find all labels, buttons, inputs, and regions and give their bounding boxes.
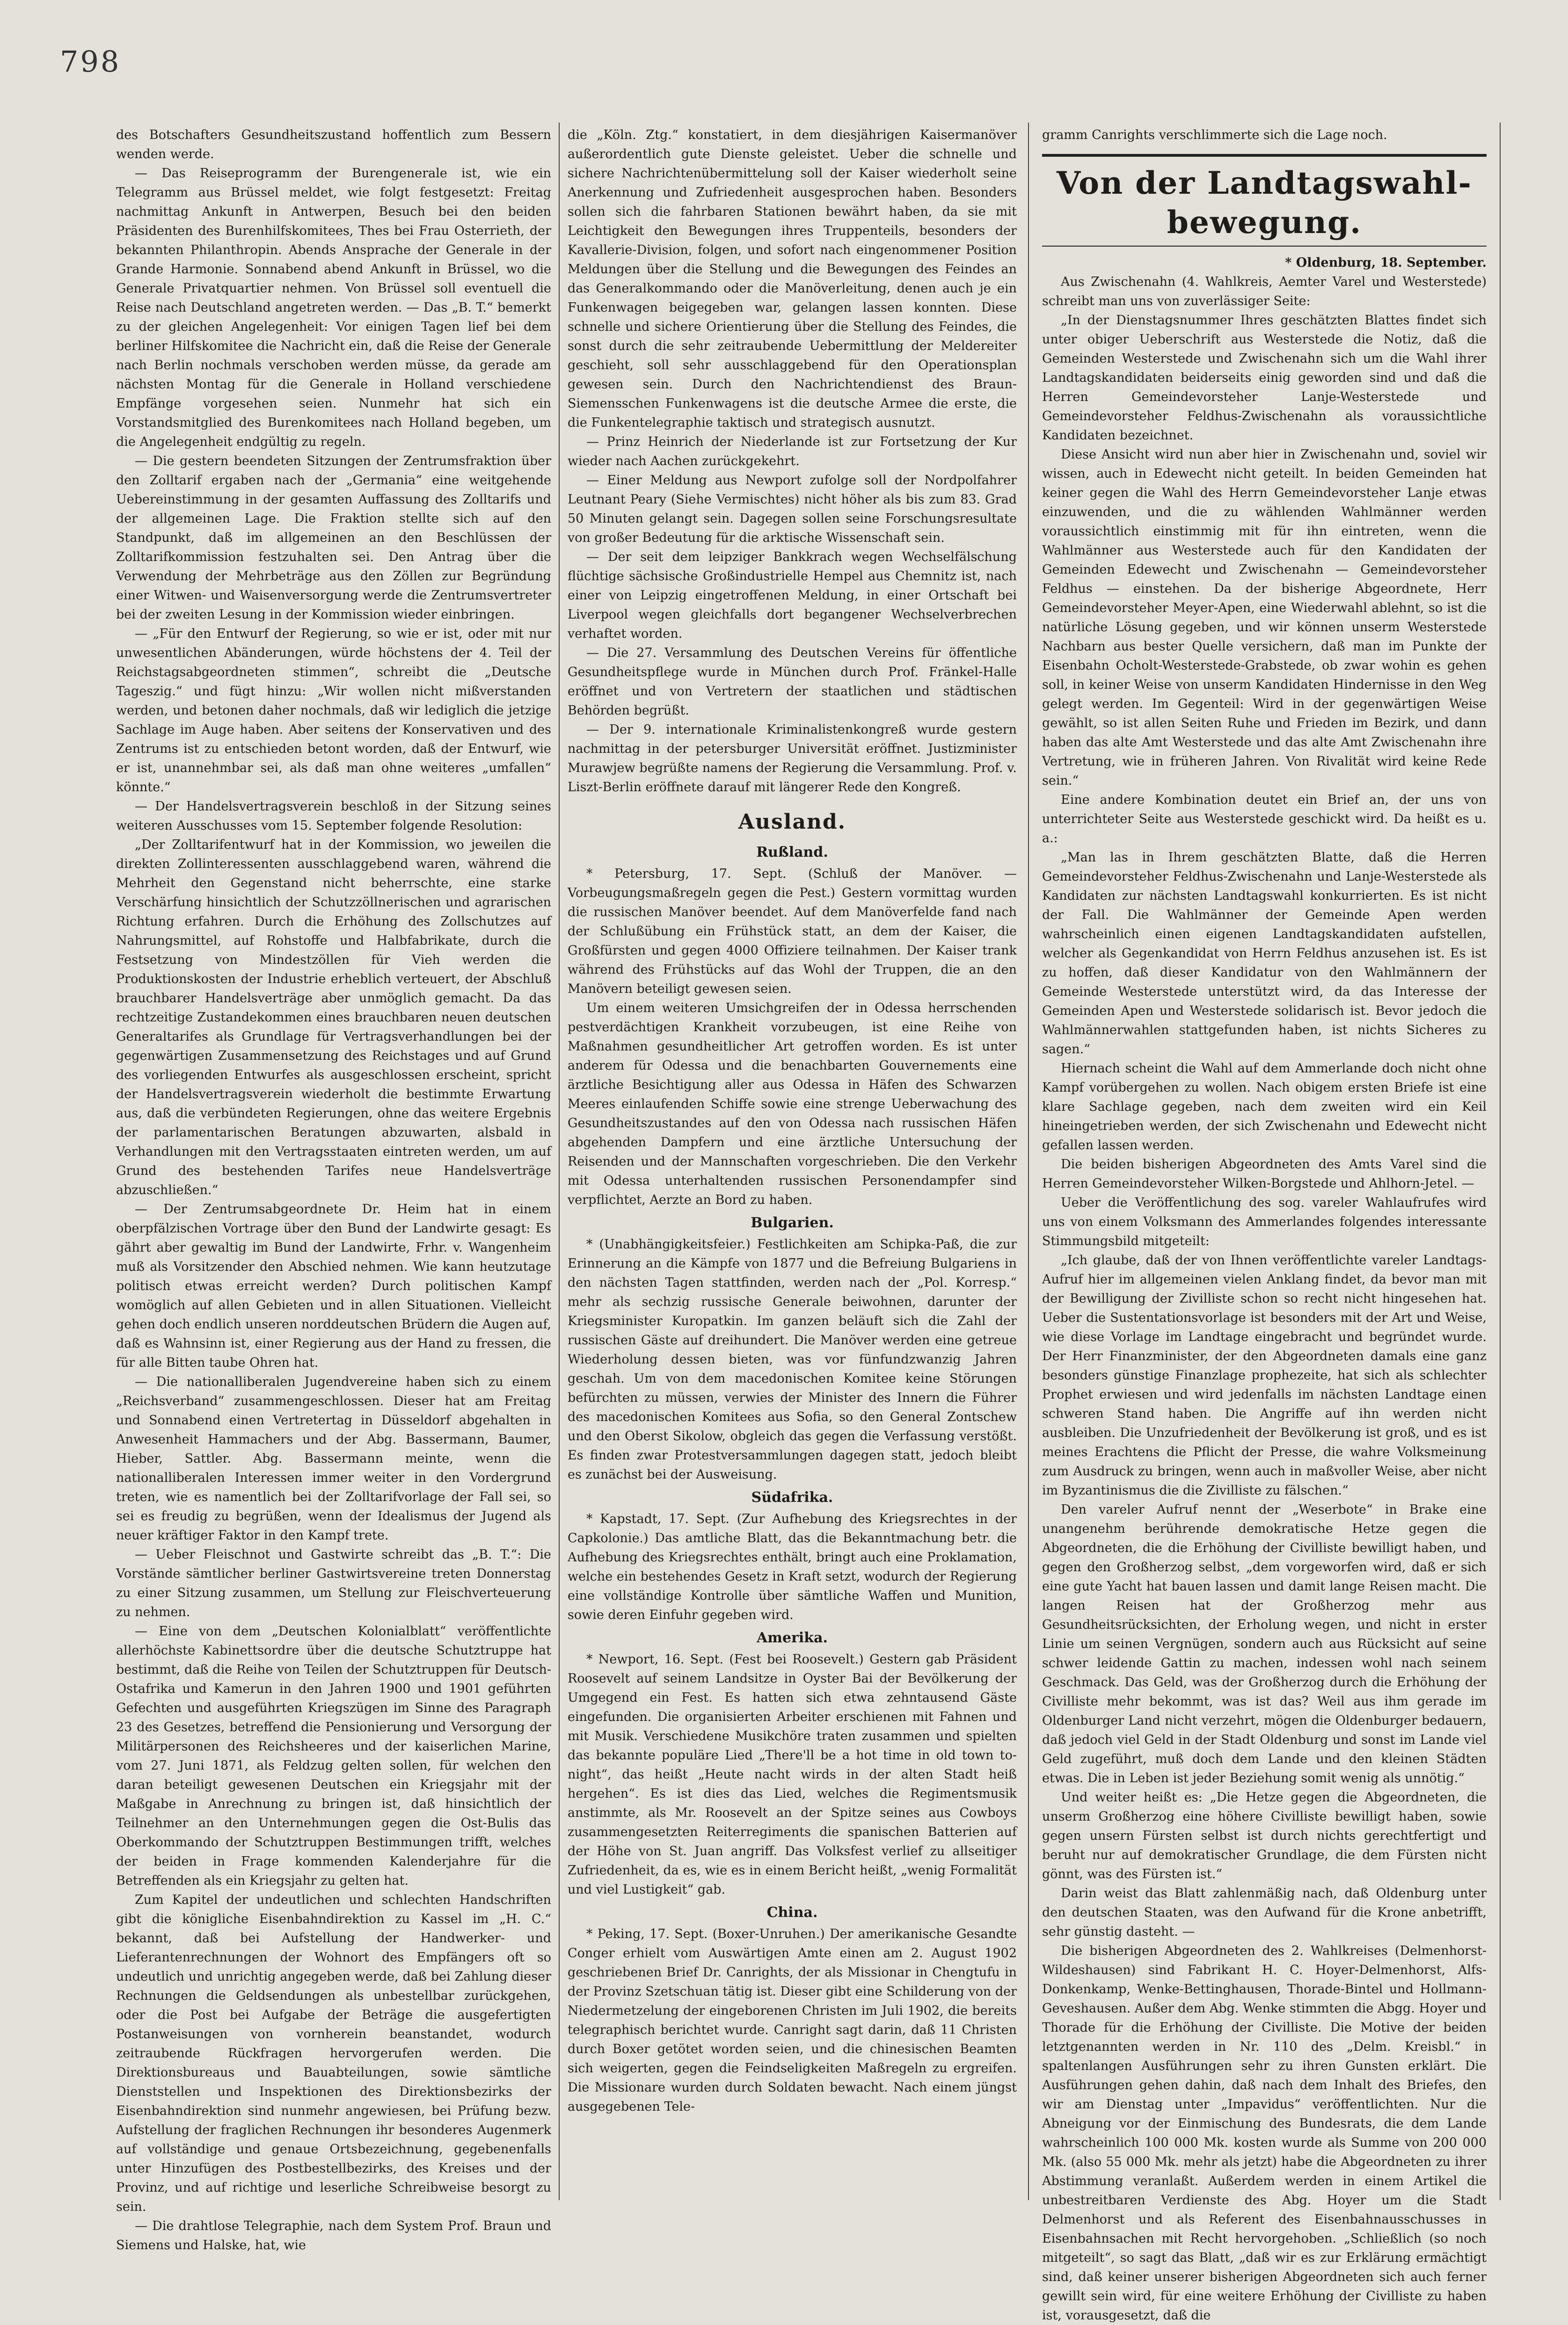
paragraph: * Newport, 16. Sept. (Fest bei Roosevelt.) Gestern gab Präsident Roosevelt auf seinem Landsitze in Oyster Bai der Bevölkerung der Umgegend ein Fest. Es hatten sich etwa zehntausend Gäste eingefunden. Die organisierten Arbeiter erschienen mit Fahnen und mit Musik. Verschiedene Musikchöre traten zusammen und spielten das bekannte populäre Lied „There'll be a hot time in old town to-night“, das heißt „Heute nacht wirds in der alten Stadt heiß hergehen“. Es ist dies das Lied, welches die Regimentsmusik anstimmte, als Mr. Roosevelt an der Spitze seines aus Cowboys zusammengesetzten Reiterregiments die spanischen Batterien auf der Höhe von St. Juan angriff. Das Volksfest verlief zu allseitiger Zufriedenheit, da es, wie es in einem Bericht heißt, „wenig Formalität und viel Lustigkeit“ gab. (568, 1652, 1017, 1897)
column-1 (116, 125, 551, 2252)
paragraph: — Die gestern beendeten Sitzungen der Zentrumsfraktion über den Zolltarif ergaben nach der „Germania“ eine weitgehende Uebereinstimmung in der gesamten Auffassung des Zolltarifs und der allgemeinen Lage. Die Fraktion stellte sich auf den Standpunkt, daß im allgemeinen an den Beschlüssen der Zolltarifkommission festzuhalten sei. Den Antrag über die Verwendung der Mehrbeträge aus den Zöllen zur Begründung einer Witwen- und Waisenversorgung werde die Zentrumsvertreter bei der zweiten Lesung in der Kommission wieder einbringen. (116, 454, 551, 622)
subheading-suedafrika: Südafrika. (751, 1489, 833, 1506)
article-headline (1042, 154, 1487, 247)
paragraph: „Man las in Ihrem geschätzten Blatte, daß die Herren Gemeindevorsteher Feldhus-Zwischenahn und Lanje-Westerstede als Kandidaten zur nächsten Landtagswahl konkurrierten. Es ist nicht der Fall. Die Wahlmänner der Gemeinde Apen werden wahrscheinlich einen eigenen Landtagskandidaten aufstellen, welcher als Gegenkandidat von Herrn Feldhus anzusehen ist. Es ist zu hoffen, daß dieser Kandidatur von den Wahlmännern der Gemeinde Westerstede unterstützt wird, da das Interesse der Gemeinden Apen und Westerstede solidarisch ist. Bevor jedoch die Wahlmännerwahlen stattgefunden haben, ist nichts Sicheres zu sagen.“ (1042, 850, 1487, 1057)
paragraph: Ueber die Veröffentlichung des sog. vareler Wahlaufrufes wird uns von einem Volksmann des Ammerlandes folgendes interessante Stimmungsbild mitgeteilt: (1042, 1195, 1487, 1248)
column-rule (559, 123, 560, 2200)
dateline: * Oldenburg, 18. September. (1285, 255, 1487, 270)
paragraph: — Der 9. internationale Kriminalistenkongreß wurde gestern nachmittag in der petersburger Universität eröffnet. Justizminister Murawjew begrüßte namens der Regierung die Versammlung. Prof. v. Liszt-Berlin eröffnete darauf mit längerer Rede den Kongreß. (568, 722, 1017, 794)
paragraph: „Der Zolltarifentwurf hat in der Kommission, wo jeweilen die direkten Zollinteressenten ausschlaggebend waren, während die Mehrheit den Gegenstand nicht beherrschte, eine starke Verschärfung hinsichtlich der Schutzzöllnerischen und agrarischen Richtung erfahren. Durch die Erhöhung des Zollschutzes auf Nahrungsmittel, auf Rohstoffe und Halbfabrikate, durch die Festsetzung von Mindestzöllen für Vieh werden die Produktionskosten der Industrie erheblich verteuert, der Abschluß brauchbarer Handelsverträge aber unmöglich gemacht. Da das rechtzeitige Zustandekommen eines brauchbaren neuen deutschen Generaltarifes als Grundlage für Vertragsverhandlungen bei der gegenwärtigen Zusammensetzung des Reichstages und auf Grund des vorliegenden Entwurfes als ausgeschlossen erscheint, spricht der Handelsvertragsverein wiederholt die bestimmte Erwartung aus, daß die verbündeten Regierungen, ohne das weitere Ergebnis der parlamentarischen Beratungen abzuwarten, alsbald in Verhandlungen mit den Vertragsstaaten eintreten werden, um auf Grund des bestehenden Tarifes neue Handelsverträge abzuschließen.“ (116, 838, 551, 1197)
paragraph: — Die drahtlose Telegraphie, nach dem System Prof. Braun und Siemens und Halske, hat, wie (116, 2219, 551, 2252)
paragraph: — Der seit dem leipziger Bankkrach wegen Wechselfälschung flüchtige sächsische Großindustrielle Hempel aus Chemnitz ist, nach einer von Leipzig eingetroffenen Meldung, in einer Ortschaft bei Liverpool wegen gleichfalls dort begangener Wechselverbrechen verhaftet worden. (568, 550, 1017, 641)
paragraph: — „Für den Entwurf der Regierung, so wie er ist, oder mit nur unwesentlichen Abänderungen, würde höchstens der 4. Teil der Reichstagsabgeordneten stimmen“, schreibt die „Deutsche Tageszig.“ und fügt hinzu: „Wir wollen nicht mißverstanden werden, und betonen daher nochmals, daß wir lediglich die jetzige Sachlage im Auge haben. Aber seitens der Konservativen und des Zentrums ist zu entschieden betont worden, daß der Entwurf, wie er ist, unannehmbar sei, als daß man ohne weiteres „umfallen“ könnte.“ (116, 627, 551, 794)
paragraph: Die bisherigen Abgeordneten des 2. Wahlkreises (Delmenhorst-Wildeshausen) sind Fabrikant H. C. Hoyer-Delmenhorst, Alfs-Donkenkamp, Wenke-Bettinghausen, Thorade-Bintel und Hollmann-Geveshausen. Außer dem Abg. Wenke stimmten die Abgg. Hoyer und Thorade für die Erhöhung der Civilliste. Die Motive der beiden letztgenannten werden in Nr. 110 des „Delm. Kreisbl.“ in spaltenlangen Ausführungen sehr zu ihren Gunsten erklärt. Die Ausführungen gehen dahin, daß nach dem Inhalt des Briefes, den wir am Dienstag unter „Impavidus“ veröffentlichten. Nur die Abneigung vor der Einmischung des Bundesrats, die dem Lande wahrscheinlich 100 000 Mk. kosten wurde als Summe von 200 000 Mk. (also 55 000 Mk. mehr als jetzt) habe die Abgeordneten zu ihrer Abstimmung veranlaßt. Außerdem werden in einem Artikel die unbestreitbaren Verdienste des Abg. Hoyer um die Stadt Delmenhorst und als Referent des Eisenbahnausschusses in Eisenbahnsachen mit Recht hervorgehoben. „Schließlich (so noch mitgeteilt“, so sagt das Blatt, „daß wir es zur Erklärung ermächtigt sind, daß keiner unserer bisherigen Abgeordneten sich auch ferner gewillt sein wird, für eine weitere Erhöhung der Civilliste zu haben ist, vorausgesetzt, daß die (1042, 1944, 1487, 2323)
paragraph: Zum Kapitel der undeutlichen und schlechten Handschriften gibt die königliche Eisenbahndirektion zu Kassel im „H. C.“ bekannt, daß bei Aufstellung der Handwerker- und Lieferantenrechnungen der Wohnort des Empfängers oft so undeutlich und unrichtig angegeben werde, daß bei Zahlung dieser Rechnungen die Geldsendungen als unbestellbar zurückgehen, oder die Post bei Aufgabe der Beträge die ausgefertigten Postanweisungen von vornherein beanstandet, wodurch zeitraubende Rückfragen hervorgerufen werden. Die Direktionsbureaus und Bauabteilungen, sowie sämtliche Dienststellen und Inspektionen des Direktionsbezirks der Eisenbahndirektion sind nunmehr angewiesen, bei Prüfung bezw. Aufstellung der fraglichen Rechnungen ihr besonderes Augenmerk auf vollständige und genaue Ortsbezeichnung, gegebenenfalls unter Hinzufügen des Postbestellbezirks, des Kreises und der Provinz, und auf richtige und leserliche Schreibweise besorgt zu sein. (116, 1893, 551, 2214)
paragraph: — Ueber Fleischnot und Gastwirte schreibt das „B. T.“: Die Vorstände sämtlicher berliner Gastwirtsvereine treten Donnerstag zu einer Sitzung zusammen, um Stellung zur Fleischverteuerung zu nehmen. (116, 1547, 551, 1619)
paragraph: Aus Zwischenahn (4. Wahlkreis, Aemter Varel und Westerstede) schreibt man uns von zuverlässiger Seite: (1042, 275, 1487, 308)
paragraph: Eine andere Kombination deutet ein Brief an, der uns von unterrichteter Seite aus Westerstede geschickt wird. Da heißt es u. a.: (1042, 793, 1487, 845)
paragraph: — Der Handelsvertragsverein beschloß in der Sitzung seines weiteren Ausschusses vom 15. September folgende Resolution: (116, 799, 551, 833)
paragraph: Die beiden bisherigen Abgeordneten des Amts Varel sind die Herren Gemeindevorsteher Wilken-Borgstede und Ahlhorn-Jetel. — (1042, 1157, 1487, 1191)
paragraph: des Botschafters Gesundheitszustand hoffentlich zum Bessern wenden werde. (116, 128, 551, 161)
paragraph: * Petersburg, 17. Sept. (Schluß der Manöver. — Vorbeugungsmaßregeln gegen die Pest.) Gestern vormittag wurden die russischen Manöver beendet. Auf dem Manöverfelde fand nach der Schlußübung ein Frühstück statt, an dem der Kaiser, die Großfürsten und gegen 4000 Offiziere teilnahmen. Der Kaiser trank während des Frühstücks auf das Wohl der Truppen, die an den Manövern beteiligt gewesen seien. (568, 867, 1017, 996)
paragraph: Diese Ansicht wird nun aber hier in Zwischenahn und, soviel wir wissen, auch in Edewecht nicht geteilt. In beiden Gemeinden hat keiner gegen die Wahl des Herrn Gemeindevorsteher Lanje etwas einzuwenden, und die zu wählenden Wahlmänner werden voraussichtlich einstimmig mit für ihn eintreten, wenn die Wahlmänner aus Westerstede auch für den Kandidaten der Gemeinden Edewecht und Zwischenahn — Gemeindevorsteher Feldhus — einstehen. Da der bisherige Abgeordnete, Herr Gemeindevorsteher Meyer-Apen, eine Wiederwahl ablehnt, so ist die natürliche Lösung gegeben, und wir können unserm Westerstede Nachbarn aus bester Quelle versichern, daß man im Punkte der Eisenbahn Ocholt-Westerstede-Grabstede, ob zwar wohin es gehen soll, in keiner Weise von unserm Kandidaten Hindernisse in den Weg gelegt werden. Im Gegenteil: Wird in der gegenwärtigen Weise gewählt, so ist allen Seiten Ruhe und Frieden im Bezirk, und dann haben das alte Amt Westerstede und das alte Amt Zwischenahn ihre Vertretung, wie in früheren Jahren. Von Rivalität wird keine Rede sein.“ (1042, 447, 1487, 788)
paragraph: Den vareler Aufruf nennt der „Weserbote“ in Brake eine unangenehm berührende demokratische Hetze gegen die Abgeordneten, die die Erhöhung der Civilliste bewilligt haben, und gegen den Großherzog selbst, „dem vorgeworfen wird, daß er sich eine gute Yacht hat bauen lassen und damit lange Reisen macht. Die langen Reisen hat der Großherzog mehr aus Gesundheitsrücksichten, der Erholung wegen, und nicht in erster Linie um seinen Vergnügen, sondern auch aus Rücksicht auf seine schwer leidende Gattin zu machen, indessen wohl nach seinem Geschmack. Das Geld, was der Großherzog durch die Erhöhung der Civilliste mehr bekommt, was ist das? Weil aus ihm gerade im Oldenburger Land nicht verzehrt, mögen die Oldenburger bedauern, daß jedoch viel Geld in der Stadt Oldenburg und sonst im Lande viel Geld zugeführt, muß doch dem Lande und den kleinen Städten etwas. Die in Leben ist jeder Beziehung somit wenig als unnötig.“ (1042, 1502, 1487, 1786)
section-heading-ausland: Ausland. (738, 810, 846, 834)
paragraph: * Kapstadt, 17. Sept. (Zur Aufhebung des Kriegsrechtes in der Capkolonie.) Das amtliche Blatt, das die Bekanntmachung betr. die Aufhebung des Kriegsrechtes enthält, bringt auch eine Proklamation, welche ein bestehendes Gesetz in Kraft setzt, wodurch der Regierung eine vollständige Kontrolle über sämtliche Waffen und Munition, sowie deren Einfuhr gegeben wird. (568, 1512, 1017, 1622)
paragraph: — Prinz Heinrich der Niederlande ist zur Fortsetzung der Kur wieder nach Aachen zurückgekehrt. (568, 435, 1017, 468)
page-number: 798 (60, 44, 121, 79)
headline-line-2: bewegung. (1167, 204, 1362, 241)
paragraph: Und weiter heißt es: „Die Hetze gegen die Abgeordneten, die unserm Großherzog eine höhere Civilliste bewilligt haben, sowie gegen unsern Fürsten selbst ist durch nichts gerechtfertigt und beruht nur auf demokratischer Grundlage, die dem Fürsten nicht gönnt, was des Fürsten ist.“ (1042, 1790, 1487, 1881)
paragraph: „In der Dienstagsnummer Ihres geschätzten Blattes findet sich unter obiger Ueberschrift aus Westerstede die Notiz, daß die Gemeinden Westerstede und Zwischenahn sich um die Wahl ihrer Landtagskandidaten beiderseits einig geworden sind und daß die Herren Gemeindevorsteher Lanje-Westerstede und Gemeindevorsteher Feldhus-Zwischenahn als voraussichtliche Kandidaten bezeichnet. (1042, 313, 1487, 443)
paragraph: * Peking, 17. Sept. (Boxer-Unruhen.) Der amerikanische Gesandte Conger erhielt vom Auswärtigen Amte einen am 2. August 1902 geschriebenen Brief Dr. Canrights, der als Missionar in Chengtufu in der Provinz Szetschuan tätig ist. Dieser gibt eine Schilderung von der Niedermetzelung der eingeborenen Christen im Juli 1902, die bereits telegraphisch berichtet wurde. Canright sagt darin, daß 11 Christen durch Boxer getötet worden seien, und die chinesischen Beamten sich weigerten, gegen die Feindseligkeiten Maßregeln zu ergreifen. Die Missionare wurden durch Soldaten bewacht. Nach einem jüngst ausgegebenen Tele- (568, 1927, 1017, 2114)
paragraph: die „Köln. Ztg.“ konstatiert, in dem diesjährigen Kaisermanöver außerordentlich gute Dienste geleistet. Ueber die schnelle und sichere Nachrichtenübermittelung soll der Kaiser wiederholt seine Anerkennung und Zufriedenheit ausgesprochen haben. Besonders sollen sich die fahrbaren Stationen bewährt haben, da sie mit Leichtigkeit den Bewegungen ihres Truppenteils, besonders der Kavallerie-Division, folgen, und sofort nach eingenommener Position Meldungen über die Stellung und die Bewegungen des Feindes an das Generalkommando oder die Manöverleitung, denen auch je ein Funkenwagen beigegeben war, gelangen lassen konnten. Diese schnelle und sichere Orientierung über die Stellung des Feindes, die sonst durch die sehr zeitraubende Uebermittlung der Meldereiter geschieht, soll sehr ausschlaggebend für den Operationsplan gewesen sein. Durch den Nachrichtendienst des Braun-Siemensschen Funkenwagens ist die deutsche Armee die erste, die die Funkentelegraphie taktisch und strategisch ausnutzt. (568, 128, 1017, 430)
paragraph: — Einer Meldung aus Newport zufolge soll der Nordpolfahrer Leutnant Peary (Siehe Vermischtes) nicht höher als bis zum 83. Grad 50 Minuten gelangt sein. Dagegen sollen seine Forschungsresultate von großer Bedeutung für die arktische Wissenschaft sein. (568, 473, 1017, 545)
paragraph: — Die 27. Versammlung des Deutschen Vereins für öffentliche Gesundheitspflege wurde in München durch Prof. Fränkel-Halle eröffnet und von Vertretern der staatlichen und städtischen Behörden begrüßt. (568, 646, 1017, 718)
column-rule (1028, 123, 1029, 2200)
column-2 (568, 125, 1017, 2198)
paragraph: Hiernach scheint die Wahl auf dem Ammerlande doch nicht ohne Kampf vorübergehen zu wollen. Nach obigem ersten Briefe ist eine klare Sachlage gegeben, nach dem zweiten wird ein Keil hineingetrieben werden, der sich Zwischenahn und Edewecht nicht gefallen lassen werden. (1042, 1061, 1487, 1152)
headline-line-1: Von der Landtagswahl- (1057, 165, 1472, 201)
paragraph: — Das Reiseprogramm der Burengenerale ist, wie ein Telegramm aus Brüssel meldet, wie folgt festgesetzt: Freitag nachmittag Ankunft in Antwerpen, Besuch bei den beiden Präsidenten des Burenhilfskomitees, Thes bei Frau Osterrieth, der bekannten Philanthropin. Abends Ansprache der Generale in der Grande Harmonie. Sonnabend abend Ankunft in Brüssel, wo die Generale Privatquartier nehmen. Von Brüssel soll eventuell die Reise nach Deutschland angetreten werden. — Das „B. T.“ bemerkt zu der gleichen Angelegenheit: Vor einigen Tagen lief bei dem berliner Hilfskomitee die Nachricht ein, daß die Reise der Generale nach Berlin nochmals verschoben werden müsse, da gerade am nächsten Montag für die Generale in Holland verschiedene Empfänge vorgesehen seien. Nunmehr hat sich ein Vorstandsmitglied des Burenkomitees nach Holland begeben, um die Angelegenheit endgültig zu regeln. (116, 166, 551, 449)
column-3 (1042, 125, 1487, 2323)
paragraph: * (Unabhängigkeitsfeier.) Festlichkeiten am Schipka-Paß, die zur Erinnerung an die Kämpfe von 1877 und die Befreiung Bulgariens in den nächsten Tagen stattfinden, werden nach der „Pol. Korresp.“ mehr als sechzig russische Generale beiwohnen, darunter der Kriegsminister Kuropatkin. Im ganzen beläuft sich die Zahl der russischen Gäste auf dreihundert. Die Manöver werden eine getreue Wiederholung dessen bieten, was vor fünfundzwanzig Jahren geschah. Um von dem macedonischen Komitee keine Störungen befürchten zu müssen, verwies der Minister des Innern die Führer des macedonischen Komitees aus Sofia, so den General Zontschew und den Oberst Sikolow, obgleich das gegen die Verfassung verstößt. Es finden zwar Protestversammlungen dagegen statt, jedoch bleibt es zunächst bei der Ausweisung. (568, 1237, 1017, 1482)
paragraph: — Eine von dem „Deutschen Kolonialblatt“ veröffentlichte allerhöchste Kabinettsordre über die deutsche Schutztruppe hat bestimmt, daß die Reihe von Teilen der Schutztruppen für Deutsch-Ostafrika und Kamerun in den Jahren 1900 und 1901 geführten Gefechten und ausgeführten Kriegszügen im Sinne des Paragraph 23 des Gesetzes, betreffend die Pensionierung und Versorgung der Militärpersonen des Reichsheeres und der kaiserlichen Marine, vom 27. Juni 1871, als Feldzug gelten sollen, für welchen den daran beteiligt gewesenen Deutschen ein Kriegsjahr mit der Maßgabe in Anrechnung zu bringen ist, daß hinsichtlich der Teilnehmer an den Unternehmungen gegen die Ost-Bulis das Oberkommando der Schutztruppen Bestimmungen trifft, welches der beiden in Frage kommenden Kalenderjahre für die Betreffenden als ein Kriegsjahr zu gelten hat. (116, 1624, 551, 1888)
paragraph: — Der Zentrumsabgeordnete Dr. Heim hat in einem oberpfälzischen Vortrage über den Bund der Landwirte gesagt: Es gährt aber gewaltig im Bund der Landwirte, Frhr. v. Wangenheim muß als Vorsitzender den Abschied nehmen. Wie kann heutzutage politisch etwas erreicht werden? Durch politischen Kampf womöglich auf allen Gebieten und in allen Situationen. Vielleicht gehen doch endlich unseren norddeutschen Brüdern die Augen auf, daß es Wahnsinn ist, einer Regierung aus der Hand zu fressen, die für alle Bitten taube Ohren hat. (116, 1202, 551, 1370)
subheading-russland: Rußland. (756, 844, 828, 860)
paragraph: — Die nationalliberalen Jugendvereine haben sich zu einem „Reichsverband“ zusammengeschlossen. Dieser hat am Freitag und Sonnabend einen Vertretertag in Düsseldorf abgehalten in Anwesenheit Hammachers und der Abg. Bassermann, Baumer, Hieber, Sattler. Abg. Bassermann meinte, wenn die nationalliberalen Interessen immer weiter in den Vordergrund treten, wie es namentlich bei der Zolltarifvorlage der Fall sei, so sei es freudig zu begrüßen, wenn der Idealismus der Jugend als neuer kräftiger Faktor in den Kampf trete. (116, 1375, 551, 1543)
subheading-china: China. (766, 1904, 818, 1921)
subheading-amerika: Amerika. (757, 1630, 828, 1646)
paragraph: „Ich glaube, daß der von Ihnen veröffentlichte vareler Landtags-Aufruf hier im allgemeinen vielen Anklang findet, da bevor man mit der Bewilligung der Zivilliste schon so recht nicht hingesehen hat. Ueber die Sustentationsvorlage ist besonders mit der Art und Weise, wie diese Vorlage im Landtage eingebracht und begründet wurde. Der Herr Finanzminister, der den Abgeordneten damals eine ganz besonders günstige Finanzlage prophezeite, hat sich als schlechter Prophet erwiesen und wird jedenfalls im nächsten Landtage einen schweren Stand haben. Die Angriffe auf ihn werden nicht ausbleiben. Die Unzufriedenheit der Bevölkerung ist groß, und es ist meines Erachtens die Pflicht der Presse, die wahre Volksmeinung zum Ausdruck zu bringen, wenn auch in maßvoller Weise, aber nicht im Byzantinismus die die Zivilliste zu fälschen.“ (1042, 1253, 1487, 1498)
paragraph: gramm Canrights verschlimmerte sich die Lage noch. (1042, 128, 1387, 142)
paragraph: Um einem weiteren Umsichgreifen der in Odessa herrschenden pestverdächtigen Krankheit vorzubeugen, ist eine Reihe von Maßnahmen gesundheitlicher Art getroffen worden. Es ist unter anderem für Odessa und die benachbarten Gouvernements eine ärztliche Besichtigung aller aus Odessa in Häfen des Schwarzen Meeres einlaufenden Schiffe sowie eine strenge Ueberwachung des Gesundheitszustandes auf den von Odessa nach russischen Häfen abgehenden Dampfern und eine ärztliche Untersuchung der Reisenden und der Mannschaften vorgeschrieben. Die den Verkehr mit Odessa unterhaltenden russischen Personendampfer sind verpflichtet, Aerzte an Bord zu haben. (568, 1001, 1017, 1207)
subheading-bulgarien: Bulgarien. (751, 1215, 834, 1231)
column-rule (1500, 123, 1501, 2200)
paragraph: Darin weist das Blatt zahlenmäßig nach, daß Oldenburg unter den deutschen Staaten, was den Aufwand für die Krone anbetrifft, sehr günstig dasteht. — (1042, 1886, 1487, 1939)
